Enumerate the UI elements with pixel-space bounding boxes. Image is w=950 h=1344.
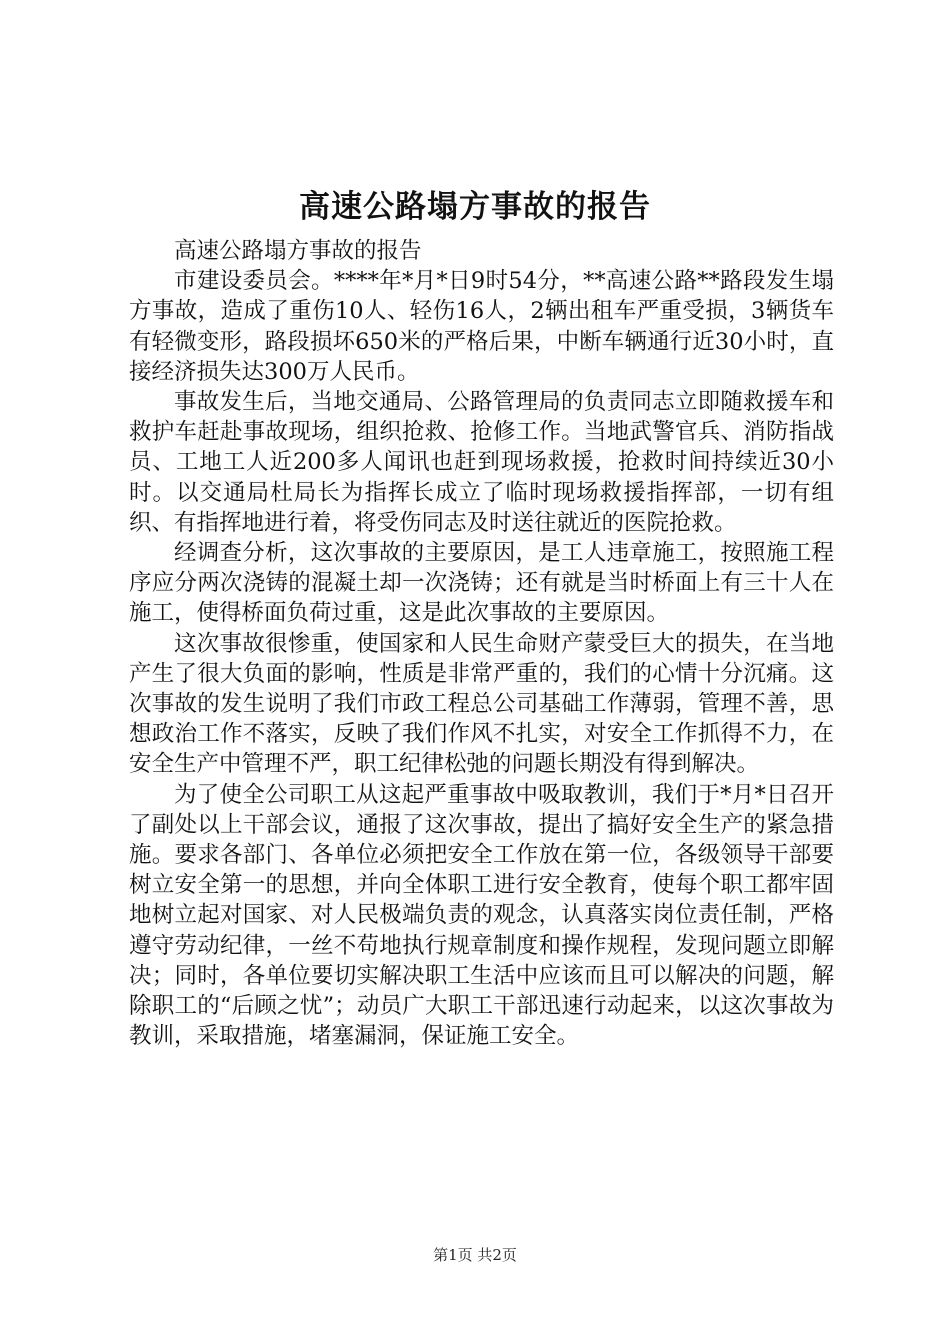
paragraph-subtitle: 高速公路塌方事故的报告 — [174, 238, 422, 264]
paragraph-corrective-measures: 为了使全公司职工从这起严重事故中吸取教训，我们于*月*日召开了副处以上干部会议，通报了这次事故，提出了搞好安全生产的紧急措施。要求各部门、各单位必须把安全工作放在第一位，各级领导干部要树立安全第一的思想，并向全体职工进行安全教育，使每个职工都牢固地树立起对国家、对人民极端负责的观念，认真落实岗位责任制，严格遵守劳动纪律，一丝不苟地执行规章制度和操作规程，发现问题立即解决；同时，各单位要切实解决职工生活中应该而且可以解决的问题，解除职工的“后顾之忧”；动员广大职工干部迅速行动起来，以这次事故为教训，采取措施，堵塞漏洞，保证施工安全。 — [129, 781, 834, 1050]
page-number-footer: 第1页 共2页 — [433, 1246, 517, 1264]
document-title: 高速公路塌方事故的报告 — [299, 189, 651, 225]
paragraph-rescue-response: 事故发生后，当地交通局、公路管理局的负责同志立即随救援车和救护车赶赴事故现场，组织抢救、抢修工作。当地武警官兵、消防指战员、工地工人近200多人闻讯也赶到现场救援，抢救时间持续近30小时。以交通局杜局长为指挥长成立了临时现场救援指挥部，一切有组织、有指挥地进行着，将受伤同志及时送往就近的医院抢救。 — [129, 389, 834, 536]
document-body — [129, 236, 834, 1051]
paragraph-impact-reflection: 这次事故很惨重，使国家和人民生命财产蒙受巨大的损失，在当地产生了很大负面的影响，性质是非常严重的，我们的心情十分沉痛。这次事故的发生说明了我们市政工程总公司基础工作薄弱，管理不善，思想政治工作不落实，反映了我们作风不扎实，对安全工作抓得不力，在安全生产中管理不严，职工纪律松弛的问题长期没有得到解决。 — [129, 630, 834, 778]
paragraph-cause-analysis: 经调查分析，这次事故的主要原因，是工人违章施工，按照施工程序应分两次浇铸的混凝土却一次浇铸；还有就是当时桥面上有三十人在施工，使得桥面负荷过重，这是此次事故的主要原因。 — [129, 540, 834, 627]
paragraph-incident-summary: 市建设委员会。****年*月*日9时54分，**高速公路**路段发生塌方事故，造成了重伤10人、轻伤16人，2辆出租车严重受损，3辆货车有轻微变形，路段损坏650米的严格后果，中断车辆通行近30小时，直接经济损失达300万人民币。 — [129, 268, 834, 385]
